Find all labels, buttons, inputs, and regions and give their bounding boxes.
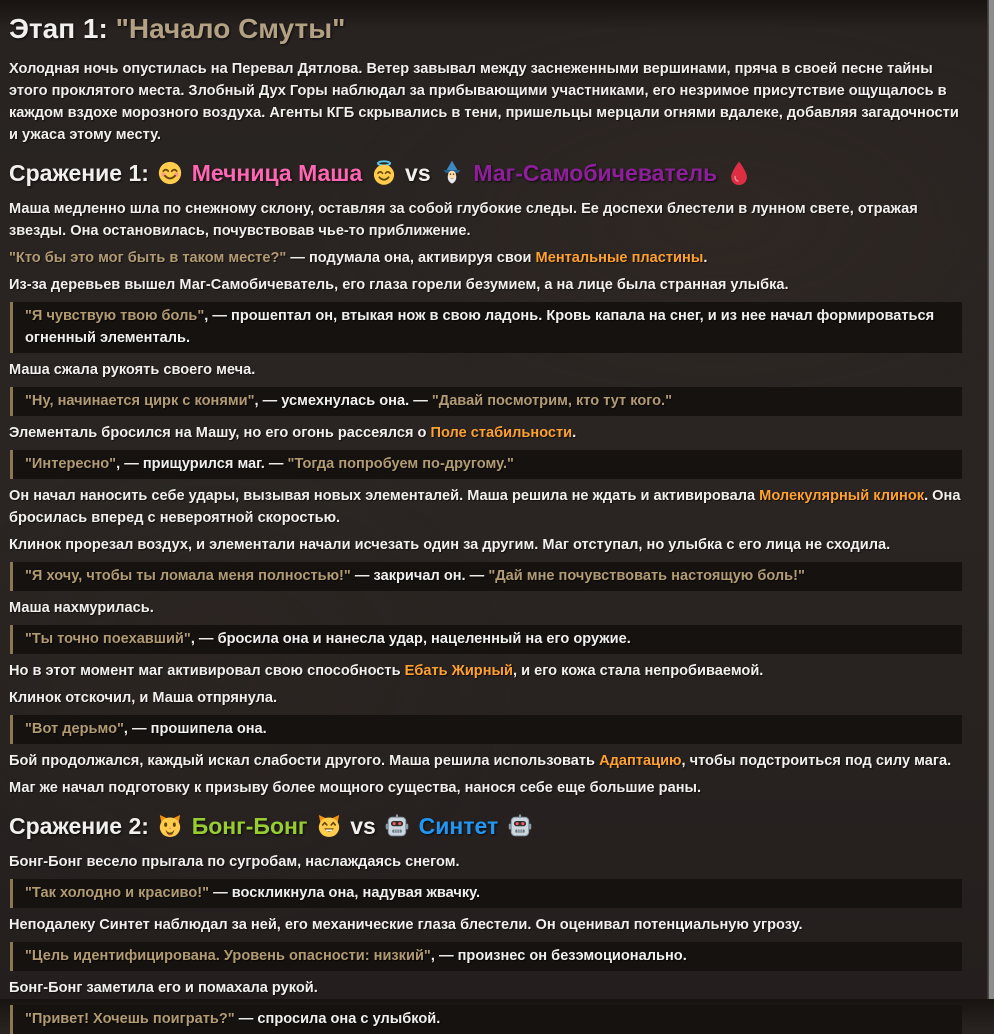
scrollbar-track[interactable]: [987, 0, 994, 999]
robot-emoji: [384, 813, 410, 839]
story-paragraph: [9, 660, 962, 682]
story-text: Сражение 2:: [9, 812, 156, 839]
quoted-speech: "Ты точно поехавший": [25, 630, 191, 647]
dialogue-quote: [10, 1005, 962, 1034]
story-text: , — прищурился маг. —: [116, 455, 288, 472]
story-text: Бой продолжался, каждый искал слабости другого. Маша решила использовать: [9, 752, 600, 769]
story-text: Бонг-Бонг заметила его и помахала рукой.: [9, 979, 318, 996]
story-text: Элементаль бросился на Машу, но его огонь рассеялся о: [9, 424, 431, 441]
story-text: — закричал он. —: [350, 567, 489, 584]
halo-face-emoji: [371, 160, 397, 186]
character-name: Синтет: [412, 812, 505, 839]
story-text: Из-за деревьев вышел Маг-Самобичеватель, его глаза горели безумием, а на лице была странная улыбка.: [9, 276, 789, 293]
quoted-speech: "Привет! Хочешь поиграть?": [25, 1010, 235, 1027]
story-text: — воскликнула она, надувая жвачку.: [209, 884, 481, 901]
story-text: Бонг-Бонг весело прыгала по сугробам, наслаждаясь снегом.: [9, 853, 460, 870]
stage-heading-prefix: Этап 1:: [9, 13, 116, 44]
dialogue-quote: [10, 879, 962, 908]
battle-heading: [9, 159, 962, 189]
story-paragraph: [9, 750, 962, 772]
smiling-face-emoji: [157, 160, 183, 186]
quoted-speech: "Я чувствую твою боль": [25, 307, 205, 324]
dialogue-quote: [10, 302, 962, 353]
story-text: Холодная ночь опустилась на Перевал Дятлова. Ветер завывал между заснеженными вершинами, пряча в своей песне тайны этого проклятого места. Злобный Дух Горы наблюдал за прибывающими участниками, его незримое присутствие ощущалось в каждом вздохе морозного воздуха. Агенты КГБ скрывались в тени, пришельцы мерцали огнями вдалеке, добавляя загадочности и ужаса этому месту.: [9, 61, 963, 143]
character-name: Бонг-Бонг: [185, 812, 314, 839]
story-paragraph: [9, 977, 962, 999]
story-text: , — усмехнулась она. —: [254, 392, 432, 409]
dialogue-quote: [10, 450, 962, 479]
story-text: Маша сжала рукоять своего меча.: [9, 361, 256, 378]
story-text: . Она бросилась вперед с невероятной скоростью.: [9, 487, 965, 526]
story-text: Маша медленно шла по снежному склону, оставляя за собой глубокие следы. Ее доспехи блестели в лунном свете, отражая звезды. Она остановилась, почувствовав чье-то приближение.: [9, 200, 922, 239]
story-paragraph: [9, 198, 962, 242]
story-text: Неподалеку Синтет наблюдал за ней, его механические глаза блестели. Он оценивал потенциальную угрозу.: [9, 916, 803, 933]
story-text: , — прошипела она.: [123, 720, 267, 737]
quoted-speech: "Давай посмотрим, кто тут кого.": [431, 392, 673, 409]
quoted-speech: "Я хочу, чтобы ты ломала меня полностью!": [25, 567, 351, 584]
scrollbar-thumb[interactable]: [989, 0, 994, 999]
dialogue-quote: [10, 562, 962, 591]
story-text: Маг же начал подготовку к призыву более мощного существа, нанося себе еще большие раны.: [9, 779, 702, 796]
ability-term: Молекулярный клинок: [759, 487, 925, 504]
story-text: .: [572, 424, 577, 441]
robot-emoji: [507, 813, 533, 839]
story-text: Сражение 1:: [9, 160, 156, 186]
story-text: — подумала она, активируя свои: [286, 249, 536, 266]
character-name: Маг-Самобичеватель: [467, 160, 724, 186]
story-text: Маша нахмурилась.: [9, 599, 154, 616]
story-paragraph: [9, 485, 965, 529]
story-paragraph: [9, 914, 962, 936]
cat-grinning-emoji: [316, 813, 342, 839]
story-text: Он начал наносить себе удары, вызывая новых элементалей. Маша решила не ждать и активировала: [9, 487, 760, 504]
story-text: , чтобы подстроиться под силу мага.: [681, 752, 952, 769]
story-text: , — произнес он безэмоционально.: [430, 947, 687, 964]
ability-term: Ебать Жирный: [404, 662, 513, 679]
cat-open-mouth-emoji: [157, 813, 183, 839]
story-text: vs: [398, 160, 438, 186]
quoted-speech: "Цель идентифицирована. Уровень опасности: низкий": [25, 947, 431, 964]
ability-term: Поле стабильности: [430, 424, 573, 441]
story-paragraph: [9, 274, 962, 296]
quoted-speech: "Ну, начинается цирк с конями": [25, 392, 255, 409]
story-paragraph: [9, 687, 962, 709]
story-text: , — прошептал он, втыкая нож в свою ладонь. Кровь капала на снег, и из нее начал формироваться огненный элементаль.: [25, 307, 939, 346]
quoted-speech: "Дай мне почувствовать настоящую боль!": [488, 567, 805, 584]
story-content: [9, 58, 965, 1034]
story-paragraph: [9, 247, 962, 269]
story-paragraph: [9, 359, 962, 381]
story-text: Клинок прорезал воздух, и элементали начали исчезать один за другим. Маг отступал, но улыбка с его лица не сходила.: [9, 536, 891, 553]
story-paragraph: [9, 422, 962, 444]
quoted-speech: "Так холодно и красиво!": [25, 884, 210, 901]
quoted-speech: "Кто бы это мог быть в таком месте?": [9, 249, 287, 266]
story-text: — спросила она с улыбкой.: [234, 1010, 441, 1027]
story-text: .: [703, 249, 708, 266]
story-text: Но в этот момент маг активировал свою способность: [9, 662, 405, 679]
dialogue-quote: [10, 387, 962, 416]
story-paragraph: [9, 58, 962, 146]
quoted-speech: "Вот дерьмо": [25, 720, 124, 737]
story-paragraph: [9, 534, 962, 556]
story-text: vs: [343, 812, 383, 839]
battle-heading: [9, 812, 962, 842]
quoted-speech: "Тогда попробуем по-другому.": [287, 455, 514, 472]
stage-heading-title: "Начало Смуты": [115, 13, 346, 44]
story-text: , и его кожа стала непробиваемой.: [512, 662, 764, 679]
dialogue-quote: [10, 625, 962, 654]
stage-heading: [9, 11, 962, 46]
story-paragraph: [9, 851, 962, 873]
dialogue-quote: [10, 942, 962, 971]
mage-emoji: [439, 160, 465, 186]
story-text: , — бросила она и нанесла удар, нацеленный на его оружие.: [190, 630, 631, 647]
blood-drop-emoji: [726, 160, 752, 186]
ability-term: Адаптацию: [599, 752, 682, 769]
character-name: Мечница Маша: [185, 160, 369, 186]
ability-term: Ментальные пластины: [535, 249, 704, 266]
story-paragraph: [9, 777, 962, 799]
story-text: Клинок отскочил, и Маша отпрянула.: [9, 689, 278, 706]
dialogue-quote: [10, 715, 962, 744]
story-paragraph: [9, 597, 962, 619]
quoted-speech: "Интересно": [25, 455, 117, 472]
